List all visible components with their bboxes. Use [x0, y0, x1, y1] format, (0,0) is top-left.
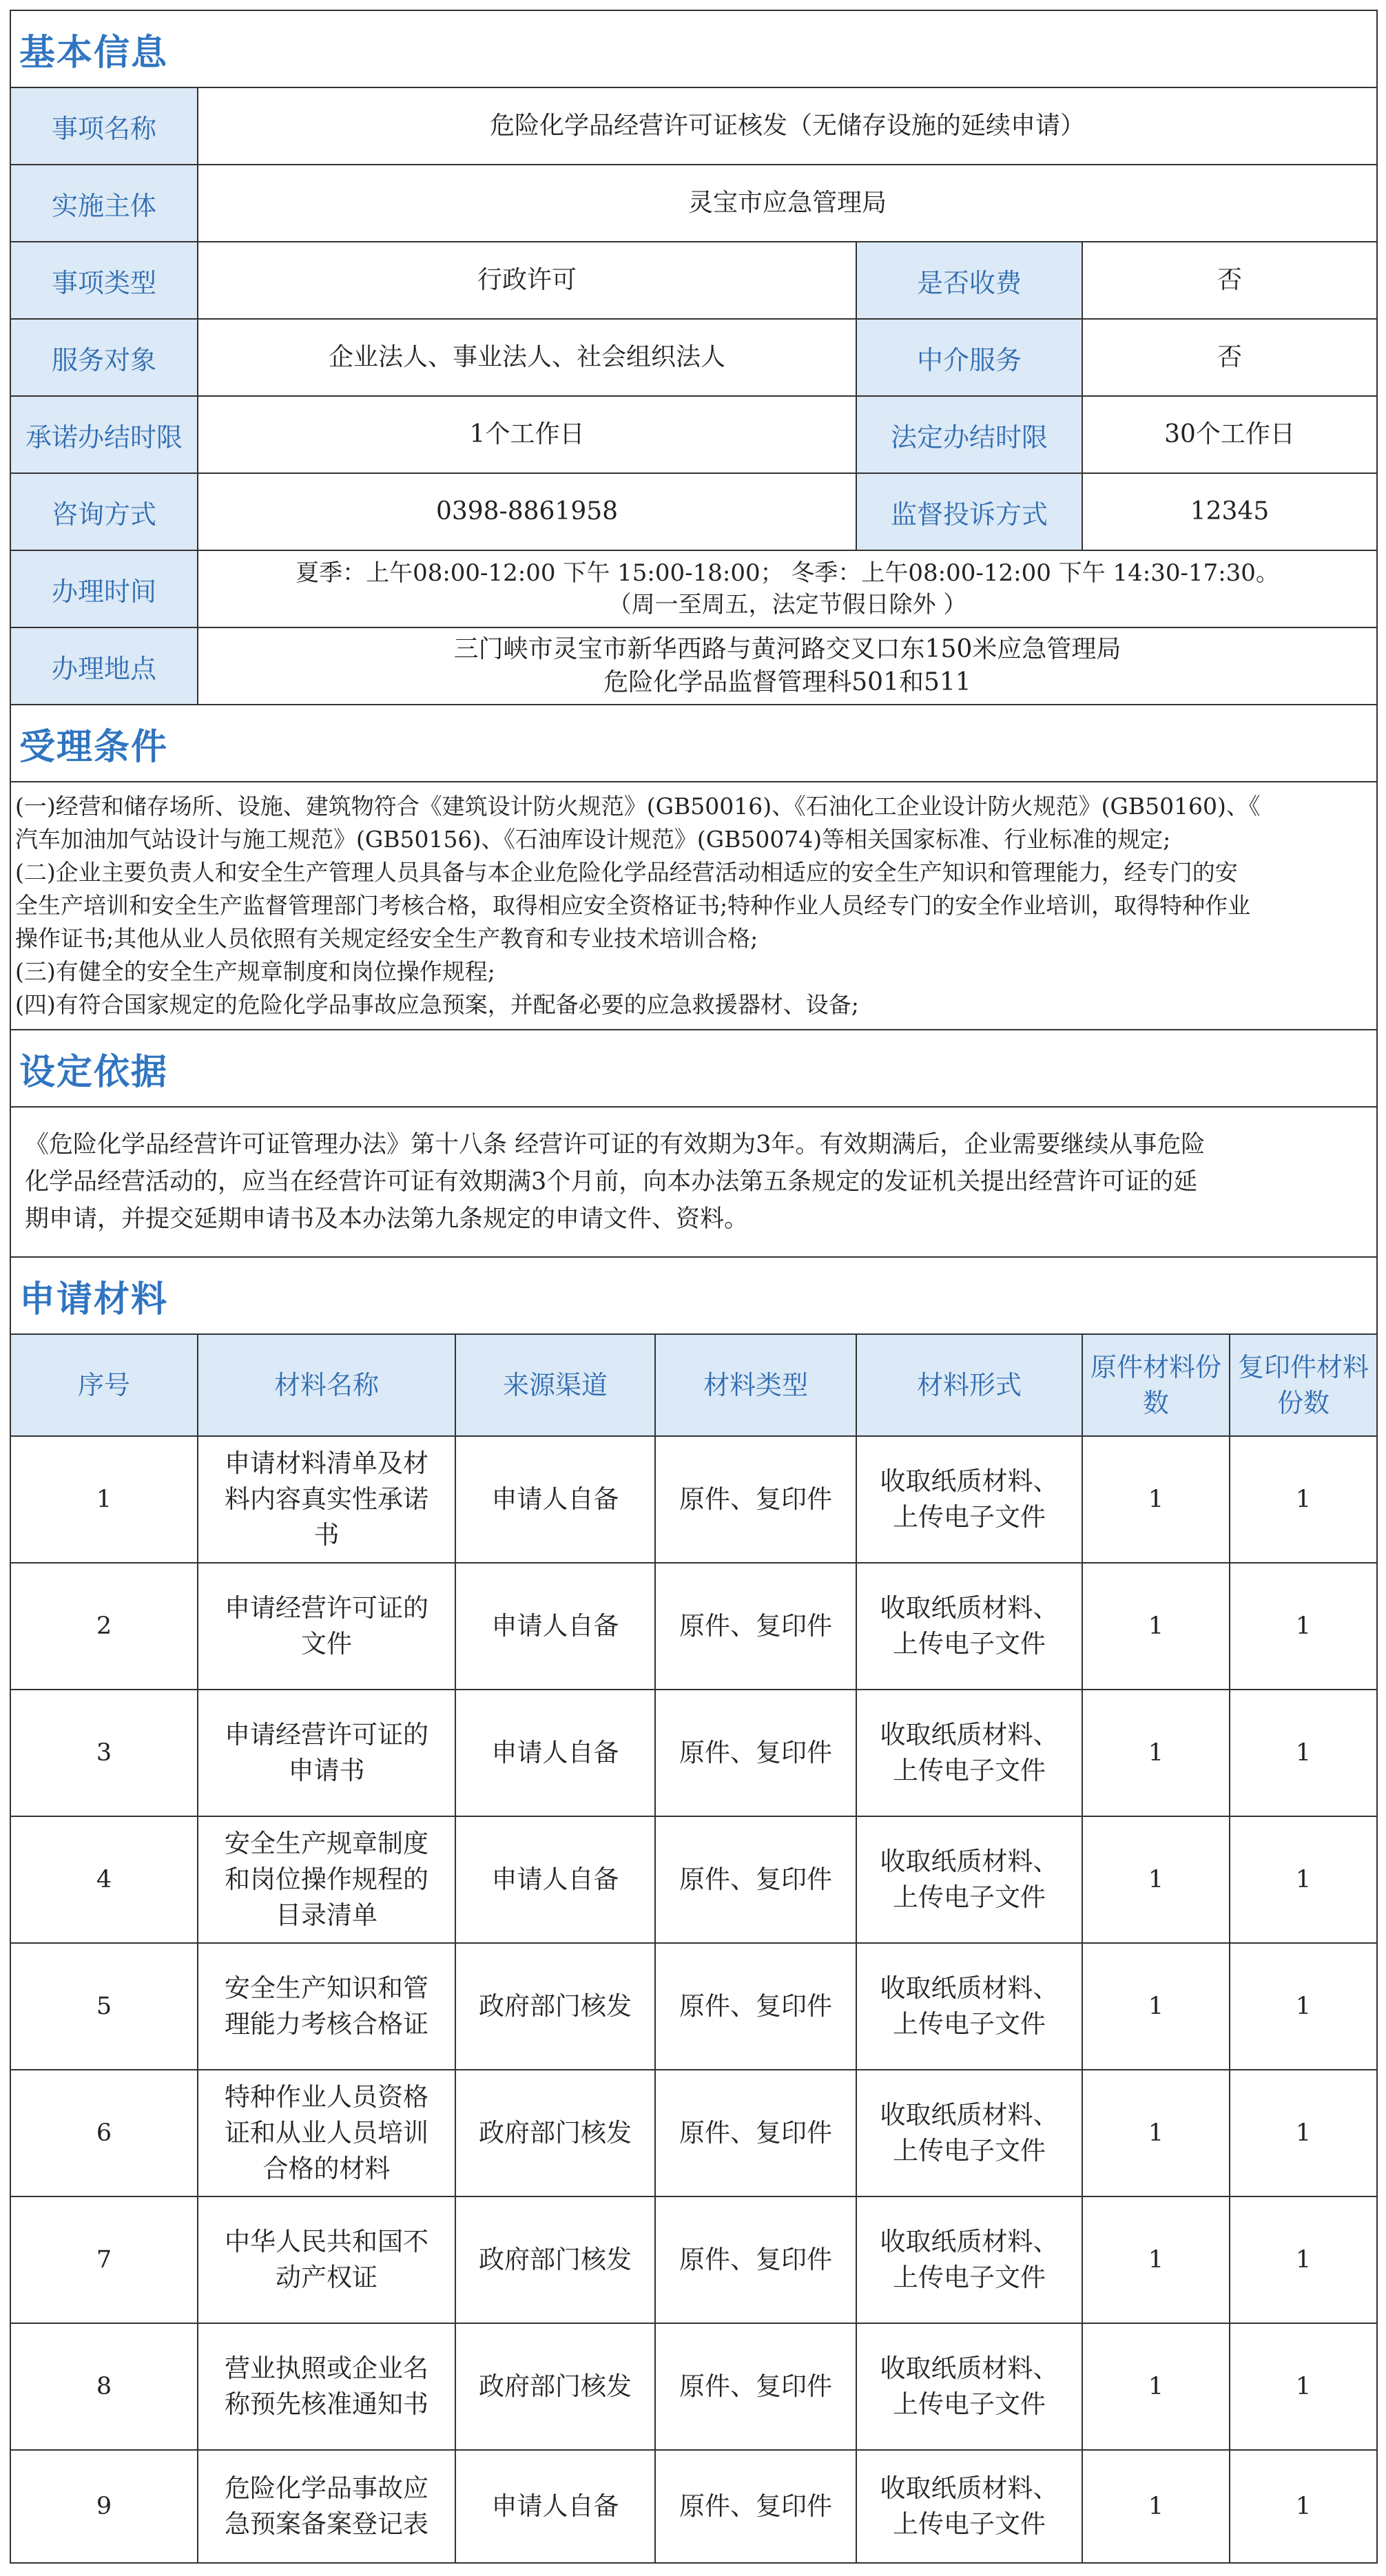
material-name-line: 证和从业人员培训: [225, 2118, 428, 2148]
material-form-line: 上传电子文件: [893, 1756, 1046, 1785]
material-form-line: 上传电子文件: [893, 1882, 1046, 1912]
material-source: 申请人自备: [455, 1436, 655, 1563]
material-form: [856, 1816, 1082, 1943]
material-source: 申请人自备: [455, 1563, 655, 1690]
item-name-label: 事项名称: [10, 87, 198, 165]
material-copy-count: 1: [1230, 1563, 1377, 1690]
promise-time-label: 承诺办结时限: [10, 396, 198, 473]
table-row: [10, 1436, 1377, 1563]
condition-line: (二)企业主要负责人和安全生产管理人员具备与本企业危险化学品经营活动相适应的安全生产知识和管理能力，经专门的安: [15, 859, 1238, 886]
material-form-line: 收取纸质材料、: [880, 2473, 1059, 2503]
material-original-count: 1: [1082, 2196, 1230, 2323]
material-copy-count: 1: [1230, 2323, 1377, 2450]
material-name-line: 申请经营许可证的: [225, 1720, 428, 1749]
condition-line: 操作证书;其他从业人员依照有关规定经安全生产教育和专业技术培训合格;: [15, 925, 758, 952]
material-form-line: 收取纸质材料、: [880, 1720, 1059, 1749]
material-name: [198, 1943, 455, 2070]
service-guide-document: [10, 10, 1376, 2566]
agency-label: 实施主体: [10, 165, 198, 242]
material-name-line: 和岗位操作规程的: [225, 1865, 428, 1894]
legal-time-label: 法定办结时限: [856, 396, 1082, 473]
material-source: 政府部门核发: [455, 2323, 655, 2450]
material-name: [198, 2450, 455, 2563]
material-name-line: 安全生产规章制度: [225, 1829, 428, 1858]
header-copy-count: [1230, 1334, 1377, 1436]
material-type: 原件、复印件: [655, 2450, 856, 2563]
material-copy-count: 1: [1230, 2450, 1377, 2563]
condition-line: (一)经营和储存场所、设施、建筑物符合《建筑设计防火规范》(GB50016)、《石油化工企业设计防火规范》(GB50160)、《: [15, 793, 1261, 820]
material-form-line: 上传电子文件: [893, 2009, 1046, 2039]
material-no: 2: [10, 1563, 198, 1690]
material-name: [198, 2196, 455, 2323]
material-copy-count: 1: [1230, 1943, 1377, 2070]
material-form: [856, 1563, 1082, 1690]
consult-value: 0398-8861958: [198, 473, 856, 550]
table-row: [10, 1816, 1377, 1943]
material-form: [856, 2070, 1082, 2196]
service-target-value: 企业法人、事业法人、社会组织法人: [198, 319, 856, 396]
material-name-line: 中华人民共和国不: [225, 2227, 428, 2256]
material-name: [198, 1690, 455, 1816]
header-copy-line-1: 复印件材料: [1237, 1352, 1369, 1382]
material-source: 政府部门核发: [455, 1943, 655, 2070]
material-name-line: 安全生产知识和管: [225, 1973, 428, 2003]
conditions-text: [10, 782, 1377, 1030]
material-no: 9: [10, 2450, 198, 2563]
material-no: 8: [10, 2323, 198, 2450]
condition-line: 全生产培训和安全生产监督管理部门考核合格，取得相应安全资格证书;特种作业人员经专门的安全作业培训，取得特种作业: [15, 892, 1251, 919]
agent-service-label: 中介服务: [856, 319, 1082, 396]
material-no: 4: [10, 1816, 198, 1943]
material-form: [856, 2450, 1082, 2563]
header-original-line-2: 数: [1142, 1388, 1169, 1418]
material-original-count: 1: [1082, 2323, 1230, 2450]
header-original-line-1: 原件材料份: [1090, 1352, 1221, 1382]
material-type: 原件、复印件: [655, 1563, 856, 1690]
fee-value: 否: [1082, 242, 1377, 319]
material-original-count: 1: [1082, 1816, 1230, 1943]
material-name: [198, 2323, 455, 2450]
material-type: 原件、复印件: [655, 2070, 856, 2196]
header-name: 材料名称: [198, 1334, 455, 1436]
material-no: 1: [10, 1436, 198, 1563]
office-hours-line-2: （周一至周五，法定节假日除外 ）: [608, 591, 967, 619]
material-form-line: 收取纸质材料、: [880, 2100, 1059, 2130]
condition-line: (四)有符合国家规定的危险化学品事故应急预案，并配备必要的应急救援器材、设备;: [15, 991, 859, 1018]
material-form: [856, 1436, 1082, 1563]
material-name: [198, 2070, 455, 2196]
header-original-count: [1082, 1334, 1230, 1436]
material-form-line: 收取纸质材料、: [880, 1847, 1059, 1876]
material-source: 申请人自备: [455, 1816, 655, 1943]
material-type: 原件、复印件: [655, 1943, 856, 2070]
material-form: [856, 1690, 1082, 1816]
material-name-line: 目录清单: [276, 1900, 377, 1930]
material-form-line: 上传电子文件: [893, 2263, 1046, 2292]
office-hours-value: [198, 550, 1377, 627]
material-original-count: 1: [1082, 1436, 1230, 1563]
material-name: [198, 1816, 455, 1943]
legal-time-value: 30个工作日: [1082, 396, 1377, 473]
consult-label: 咨询方式: [10, 473, 198, 550]
table-row: [10, 2323, 1377, 2450]
section-title-materials: 申请材料: [10, 1257, 1377, 1334]
material-name-line: 合格的材料: [262, 2154, 391, 2183]
material-no: 6: [10, 2070, 198, 2196]
material-copy-count: 1: [1230, 1816, 1377, 1943]
table-row: [10, 1563, 1377, 1690]
material-name-line: 申请书: [288, 1756, 365, 1785]
table-row: [10, 1943, 1377, 2070]
header-copy-line-2: 份数: [1276, 1388, 1330, 1418]
header-form: 材料形式: [856, 1334, 1082, 1436]
table-row: [10, 2450, 1377, 2563]
item-type-value: 行政许可: [198, 242, 856, 319]
material-form-line: 收取纸质材料、: [880, 1593, 1059, 1623]
material-source: 政府部门核发: [455, 2070, 655, 2196]
material-form-line: 收取纸质材料、: [880, 2227, 1059, 2256]
table-row: [10, 1690, 1377, 1816]
fee-label: 是否收费: [856, 242, 1082, 319]
material-no: 5: [10, 1943, 198, 2070]
service-target-label: 服务对象: [10, 319, 198, 396]
office-hours-label: 办理时间: [10, 550, 198, 627]
material-original-count: 1: [1082, 1563, 1230, 1690]
material-name-line: 急预案备案登记表: [225, 2509, 428, 2539]
material-name-line: 料内容真实性承诺: [225, 1484, 428, 1514]
section-title-conditions: 受理条件: [10, 705, 1377, 782]
material-type: 原件、复印件: [655, 1816, 856, 1943]
basis-line: 《危险化学品经营许可证管理办法》第十八条 经营许可证的有效期为3年。有效期满后，企业需要继续从事危险: [25, 1131, 1206, 1159]
material-form: [856, 2196, 1082, 2323]
complaint-value: 12345: [1082, 473, 1377, 550]
material-name-line: 理能力考核合格证: [225, 2009, 428, 2039]
material-copy-count: 1: [1230, 1690, 1377, 1816]
material-name-line: 动产权证: [276, 2263, 377, 2292]
material-original-count: 1: [1082, 1690, 1230, 1816]
agent-service-value: 否: [1082, 319, 1377, 396]
material-name-line: 书: [313, 1520, 340, 1550]
office-hours-line-1: 夏季：上午08:00-12:00 下午 15:00-18:00； 冬季：上午08:00-12:00 下午 14:30-17:30。: [296, 559, 1279, 587]
basic-info-table: [10, 10, 1378, 1335]
material-original-count: 1: [1082, 2450, 1230, 2563]
material-form-line: 收取纸质材料、: [880, 2354, 1059, 2383]
header-type: 材料类型: [655, 1334, 856, 1436]
material-name-line: 称预先核准通知书: [225, 2389, 428, 2419]
material-name-line: 营业执照或企业名: [225, 2354, 428, 2383]
agency-value: 灵宝市应急管理局: [198, 165, 1377, 242]
material-form-line: 收取纸质材料、: [880, 1466, 1059, 1496]
table-row: [10, 2196, 1377, 2323]
material-source: 政府部门核发: [455, 2196, 655, 2323]
address-line-1: 三门峡市灵宝市新华西路与黄河路交叉口东150米应急管理局: [453, 635, 1121, 663]
material-name: [198, 1563, 455, 1690]
material-original-count: 1: [1082, 2070, 1230, 2196]
material-name-line: 申请材料清单及材: [225, 1448, 428, 1478]
material-type: 原件、复印件: [655, 1436, 856, 1563]
material-name-line: 申请经营许可证的: [225, 1593, 428, 1623]
address-line-2: 危险化学品监督管理科501和511: [603, 668, 971, 696]
material-copy-count: 1: [1230, 2070, 1377, 2196]
material-name-line: 危险化学品事故应: [225, 2473, 428, 2503]
item-type-label: 事项类型: [10, 242, 198, 319]
materials-table: [10, 1333, 1378, 2564]
material-name-line: 文件: [301, 1629, 352, 1659]
material-form-line: 上传电子文件: [893, 1502, 1046, 1532]
material-form-line: 上传电子文件: [893, 2509, 1046, 2539]
table-row: [10, 2070, 1377, 2196]
promise-time-value: 1个工作日: [198, 396, 856, 473]
material-form: [856, 2323, 1082, 2450]
material-no: 3: [10, 1690, 198, 1816]
condition-line: (三)有健全的安全生产规章制度和岗位操作规程;: [15, 958, 495, 985]
material-no: 7: [10, 2196, 198, 2323]
material-rows: [10, 1436, 1377, 2563]
material-form-line: 收取纸质材料、: [880, 1973, 1059, 2003]
basis-line: 期申请，并提交延期申请书及本办法第九条规定的申请文件、资料。: [25, 1205, 749, 1233]
address-label: 办理地点: [10, 627, 198, 705]
section-title-basic: 基本信息: [10, 10, 1377, 87]
condition-line: 汽车加油加气站设计与施工规范》(GB50156)、《石油库设计规范》(GB50074)等相关国家标准、行业标准的规定;: [15, 826, 1171, 853]
material-form-line: 上传电子文件: [893, 1629, 1046, 1659]
basis-line: 化学品经营活动的，应当在经营许可证有效期满3个月前，向本办法第五条规定的发证机关提出经营许可证的延: [25, 1168, 1198, 1196]
complaint-label: 监督投诉方式: [856, 473, 1082, 550]
material-source: 申请人自备: [455, 2450, 655, 2563]
material-form-line: 上传电子文件: [893, 2136, 1046, 2165]
material-copy-count: 1: [1230, 2196, 1377, 2323]
item-name-value: 危险化学品经营许可证核发（无储存设施的延续申请）: [198, 87, 1377, 165]
material-form: [856, 1943, 1082, 2070]
header-source: 来源渠道: [455, 1334, 655, 1436]
material-form-line: 上传电子文件: [893, 2389, 1046, 2419]
material-name-line: 特种作业人员资格: [225, 2082, 428, 2112]
address-value: [198, 627, 1377, 705]
header-no: 序号: [10, 1334, 198, 1436]
material-type: 原件、复印件: [655, 2323, 856, 2450]
material-name: [198, 1436, 455, 1563]
material-original-count: 1: [1082, 1943, 1230, 2070]
basis-text: [10, 1107, 1377, 1257]
material-copy-count: 1: [1230, 1436, 1377, 1563]
material-type: 原件、复印件: [655, 2196, 856, 2323]
material-type: 原件、复印件: [655, 1690, 856, 1816]
material-source: 申请人自备: [455, 1690, 655, 1816]
section-title-basis: 设定依据: [10, 1030, 1377, 1107]
